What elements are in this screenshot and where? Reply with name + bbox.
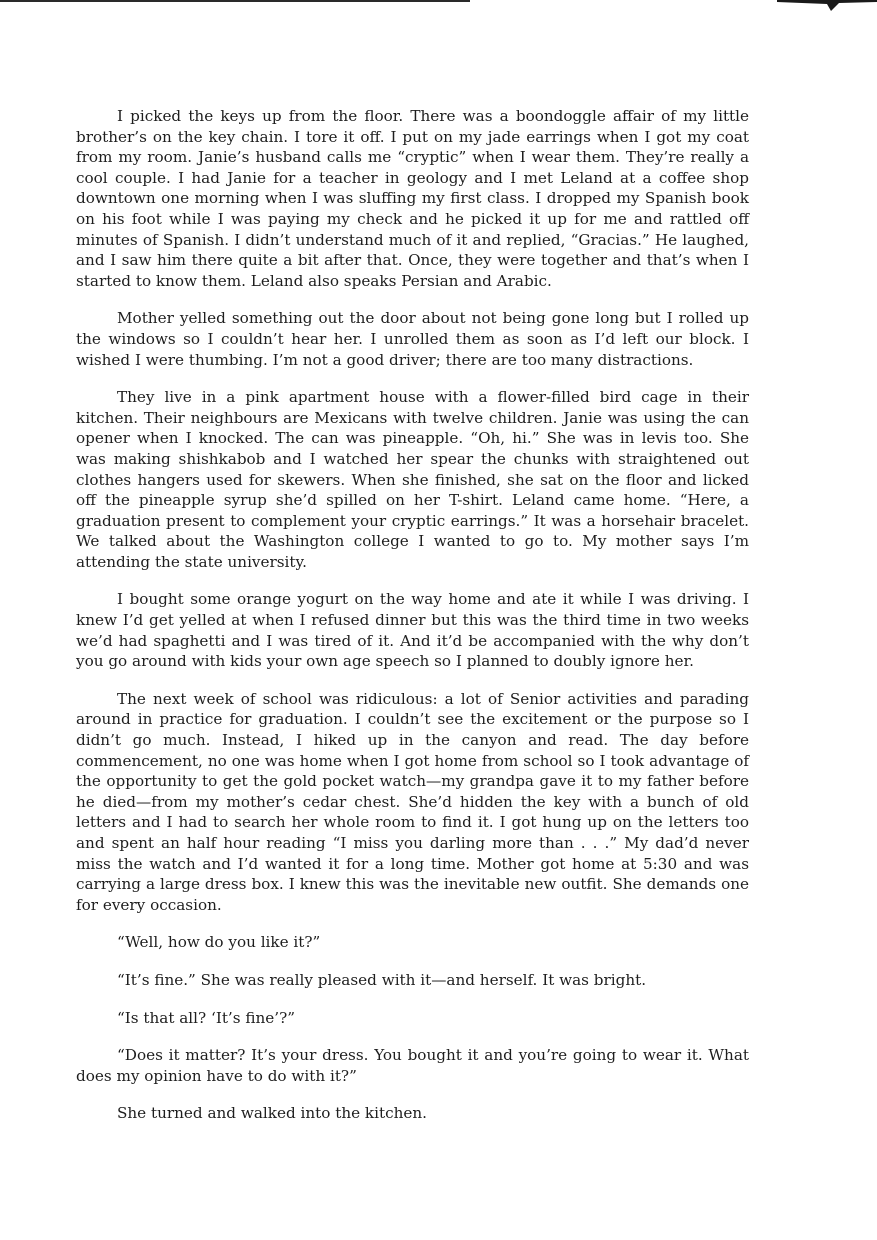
dialogue-its-fine: “It’s fine.” She was really pleased with it—and herself. It was bright. xyxy=(117,970,647,989)
paragraph-keys: I picked the keys up from the floor. There was a boondoggle affair of my little brother’s on the key chain. I tore it off. I put on my jade earrings when I got my coat from my room. Janie’s husband calls me “cryptic” when I wear them. They’re really a cool couple. I had Janie for a teacher in geology and I met Leland at a coffee shop downtown one morning when I was sluffing my first class. I dropped my Spanish book on his foot while I was paying my check and he picked it up for me and rattled off minutes of Spanish. I didn’t understand much of it and replied, “Gracias.” He laughed, and I saw him there quite a bit after that. Once, they were together and that’s when I started to know them. Leland also speaks Persian and Arabic. xyxy=(76,107,749,290)
dialogue-is-that-all: “Is that all? ‘It’s fine’?” xyxy=(117,1008,296,1027)
top-rule xyxy=(0,0,470,2)
paragraph-orange-yogurt: I bought some orange yogurt on the way home and ate it while I was driving. I knew I’d get yelled at when I refused dinner but this was the third time in two weeks we’d had spaghetti and I was tired of it. And it’d be accompanied with the why don’t you go around with kids your own age speech so I planned to doubly ignore her. xyxy=(76,590,749,671)
paragraph-pink-apartment: They live in a pink apartment house with a flower-filled bird cage in their kitchen. Their neighbours are Mexicans with twelve children. Janie was using the can opener when I knocked. The can was pineapple. “Oh, hi.” She was in levis too. She was making shishkabob and I watched her spear the chunks with straightened out clothes hangers used for skewers. When she finished, she sat on the floor and licked off the pineapple syrup she’d spilled on her T-shirt. Leland came home. “Here, a graduation present to complement your cryptic earrings.” It was a horsehair bracelet. We talked about the Washington college I wanted to go to. My mother says I’m attending the state university. xyxy=(76,388,749,571)
paragraph-mother-yelled: Mother yelled something out the door about not being gone long but I rolled up the windows so I couldn’t hear her. I unrolled them as soon as I’d left our block. I wished I were thumbing. I’m not a good driver; there are too many distractions. xyxy=(76,309,749,369)
paragraph-turned-and-walked: She turned and walked into the kitchen. xyxy=(117,1104,427,1123)
dialogue-does-it-matter: “Does it matter? It’s your dress. You bought it and you’re going to wear it. What does my opinion have to do with it?” xyxy=(76,1046,749,1085)
dialogue-how-do-you-like-it: “Well, how do you like it?” xyxy=(117,933,321,952)
corner-mark-decoration xyxy=(777,0,877,12)
document-body xyxy=(76,106,749,1141)
paragraph-next-week: The next week of school was ridiculous: a lot of Senior activities and parading around in practice for graduation. I couldn’t see the excitement or the purpose so I didn’t go much. Instead, I hiked up in the canyon and read. The day before commencement, no one was home when I got home from school so I took advantage of the opportunity to get the gold pocket watch—my grandpa gave it to my father before he died—from my mother’s cedar chest. She’d hidden the key with a bunch of old letters and I had to search her whole room to find it. I got hung up on the letters too and spent an half hour reading “I miss you darling more than . . .” My dad’d never miss the watch and I’d wanted it for a long time. Mother got home at 5:30 and was carrying a large dress box. I knew this was the inevitable new outfit. She demands one for every occasion. xyxy=(76,689,749,914)
